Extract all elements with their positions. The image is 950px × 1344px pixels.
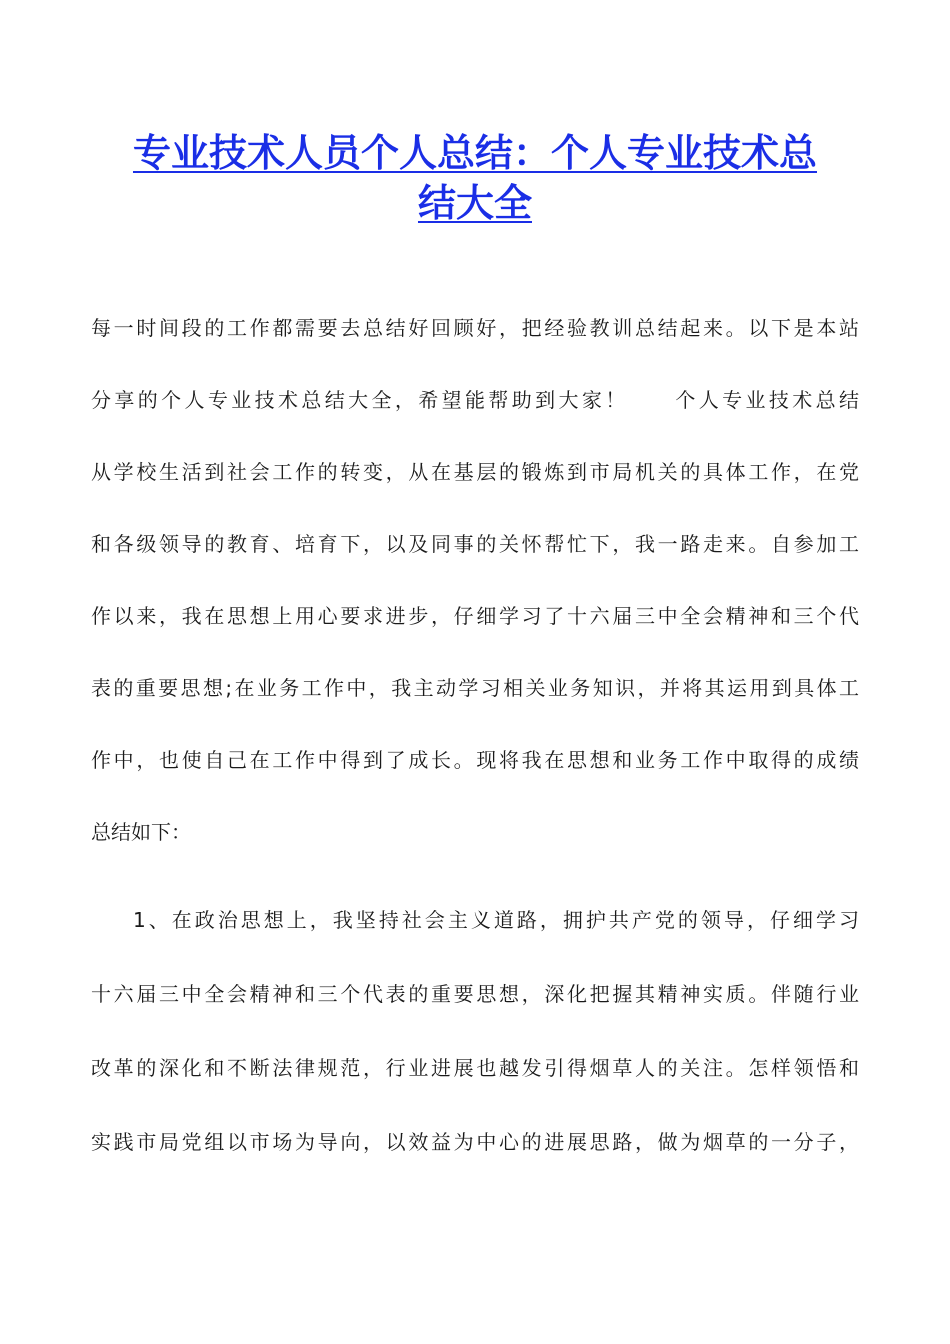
title-line-2[interactable]: 结大全 — [417, 180, 532, 225]
document-title[interactable] — [90, 128, 860, 228]
paragraph-line: 表的重要思想;在业务工作中，我主动学习相关业务知识，并将其运用到具体工 — [91, 676, 859, 700]
paragraph-line: 每一时间段的工作都需要去总结好回顾好，把经验教训总结起来。以下是本站 — [91, 316, 859, 340]
paragraph-line: 总结如下： — [91, 820, 191, 844]
title-line-1[interactable]: 专业技术人员个人总结：个人专业技术总 — [132, 130, 817, 175]
paragraph-line: 分享的个人专业技术总结大全，希望能帮助到大家！ 个人专业技术总结 — [91, 388, 859, 412]
paragraph-line: 从学校生活到社会工作的转变，从在基层的锻炼到市局机关的具体工作，在党 — [91, 460, 859, 484]
paragraph-line: 作中，也使自己在工作中得到了成长。现将我在思想和业务工作中取得的成绩 — [91, 748, 859, 772]
paragraph-line: 和各级领导的教育、培育下，以及同事的关怀帮忙下，我一路走来。自参加工 — [91, 532, 859, 556]
paragraph-line: 十六届三中全会精神和三个代表的重要思想，深化把握其精神实质。伴随行业 — [91, 982, 859, 1006]
paragraph-line: 实践市局党组以市场为导向，以效益为中心的进展思路，做为烟草的一分子， — [91, 1130, 859, 1154]
paragraph-line: 改革的深化和不断法律规范，行业进展也越发引得烟草人的关注。怎样领悟和 — [91, 1056, 859, 1080]
paragraph-line: 1、在政治思想上，我坚持社会主义道路，拥护共产党的领导，仔细学习 — [133, 908, 859, 932]
paragraph-line: 作以来，我在思想上用心要求进步，仔细学习了十六届三中全会精神和三个代 — [91, 604, 859, 628]
